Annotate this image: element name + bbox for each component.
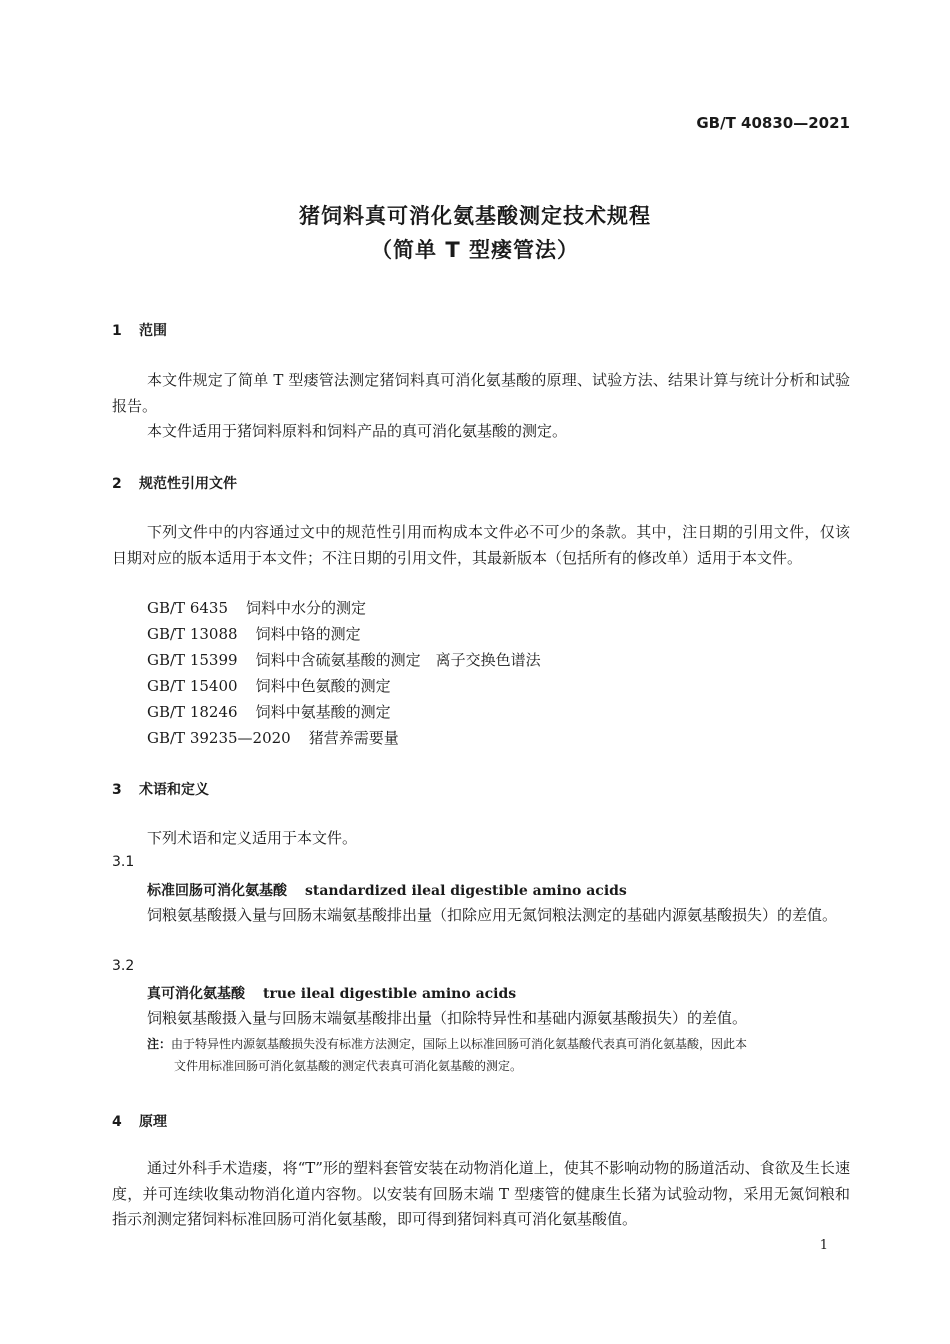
term-number: 3.1 — [112, 854, 135, 870]
reference-item — [147, 623, 361, 644]
note-label: 注： — [147, 1037, 172, 1051]
reference-title: 饲料中氨基酸的测定 — [255, 703, 391, 721]
reference-item — [147, 649, 541, 670]
reference-code: GB/T 6435 — [147, 599, 229, 617]
section-1-heading — [112, 320, 167, 340]
term-heading — [147, 983, 516, 1003]
paragraph: 通过外科手术造瘘，将“T”形的塑料套管安装在动物消化道上，使其不影响动物的肠道活动、食欲及生长速度，并可连续收集动物消化道内容物。以安装有回肠末端 T 型瘘管的健康生长猪为试验动物，采用无氮饲粮和指示剂测定猪饲料标准回肠可消化氨基酸，即可得到猪饲料真可消化氨基酸值。 — [112, 1159, 850, 1228]
reference-item — [147, 675, 391, 696]
note-text-line2: 文件用标准回肠可消化氨基酸的测定代表真可消化氨基酸的测定。 — [174, 1059, 523, 1073]
reference-code: GB/T 39235—2020 — [147, 729, 291, 747]
reference-title: 猪营养需要量 — [308, 729, 399, 747]
paragraph: 下列术语和定义适用于本文件。 — [147, 829, 358, 847]
note-text-line1: 由于特异性内源氨基酸损失没有标准方法测定，国际上以标准回肠可消化氨基酸代表真可消化氨基酸，因此本 — [171, 1037, 748, 1051]
reference-title: 饲料中含硫氨基酸的测定 离子交换色谱法 — [255, 651, 541, 669]
standard-number: GB/T 40830—2021 — [696, 114, 850, 132]
paragraph: 本文件规定了简单 T 型瘘管法测定猪饲料真可消化氨基酸的原理、试验方法、结果计算与统计分析和试验报告。 — [112, 371, 850, 415]
section-title: 规范性引用文件 — [139, 476, 237, 492]
section-number: 1 — [112, 323, 122, 339]
reference-item — [147, 727, 399, 748]
section-title: 术语和定义 — [139, 782, 209, 798]
document-title: 猪饲料真可消化氨基酸测定技术规程 — [299, 204, 651, 228]
section-3-heading — [112, 779, 209, 799]
note — [147, 1033, 850, 1077]
term-chinese: 标准回肠可消化氨基酸 — [147, 883, 287, 899]
reference-code: GB/T 15399 — [147, 651, 238, 669]
section-number: 4 — [112, 1114, 122, 1130]
reference-code: GB/T 13088 — [147, 625, 238, 643]
reference-title: 饲料中水分的测定 — [246, 599, 367, 617]
section-number: 3 — [112, 782, 122, 798]
reference-item — [147, 701, 391, 722]
section-2-heading — [112, 473, 237, 493]
section-title: 原理 — [139, 1114, 167, 1130]
term-heading — [147, 880, 627, 900]
reference-code: GB/T 18246 — [147, 703, 238, 721]
paragraph: 下列文件中的内容通过文中的规范性引用而构成本文件必不可少的条款。其中，注日期的引用文件，仅该日期对应的版本适用于本文件；不注日期的引用文件，其最新版本（包括所有的修改单）适用于本文件。 — [112, 523, 850, 567]
section-number: 2 — [112, 476, 122, 492]
term-definition: 饲粮氨基酸摄入量与回肠末端氨基酸排出量（扣除应用无氮饲粮法测定的基础内源氨基酸损失）的差值。 — [147, 906, 838, 924]
reference-code: GB/T 15400 — [147, 677, 238, 695]
section-4-heading — [112, 1111, 167, 1131]
page-number: 1 — [819, 1238, 828, 1253]
term-definition: 饲粮氨基酸摄入量与回肠末端氨基酸排出量（扣除特异性和基础内源氨基酸损失）的差值。 — [147, 1009, 748, 1027]
paragraph: 本文件适用于猪饲料原料和饲料产品的真可消化氨基酸的测定。 — [147, 422, 568, 440]
document-subtitle: （简单 T 型瘘管法） — [371, 238, 579, 262]
term-english: standardized ileal digestible amino acids — [305, 883, 627, 899]
section-title: 范围 — [139, 323, 167, 339]
term-number: 3.2 — [112, 958, 135, 974]
term-chinese: 真可消化氨基酸 — [147, 986, 245, 1002]
reference-title: 饲料中色氨酸的测定 — [255, 677, 391, 695]
reference-title: 饲料中铬的测定 — [255, 625, 361, 643]
reference-item — [147, 597, 366, 618]
term-english: true ileal digestible amino acids — [263, 986, 517, 1002]
